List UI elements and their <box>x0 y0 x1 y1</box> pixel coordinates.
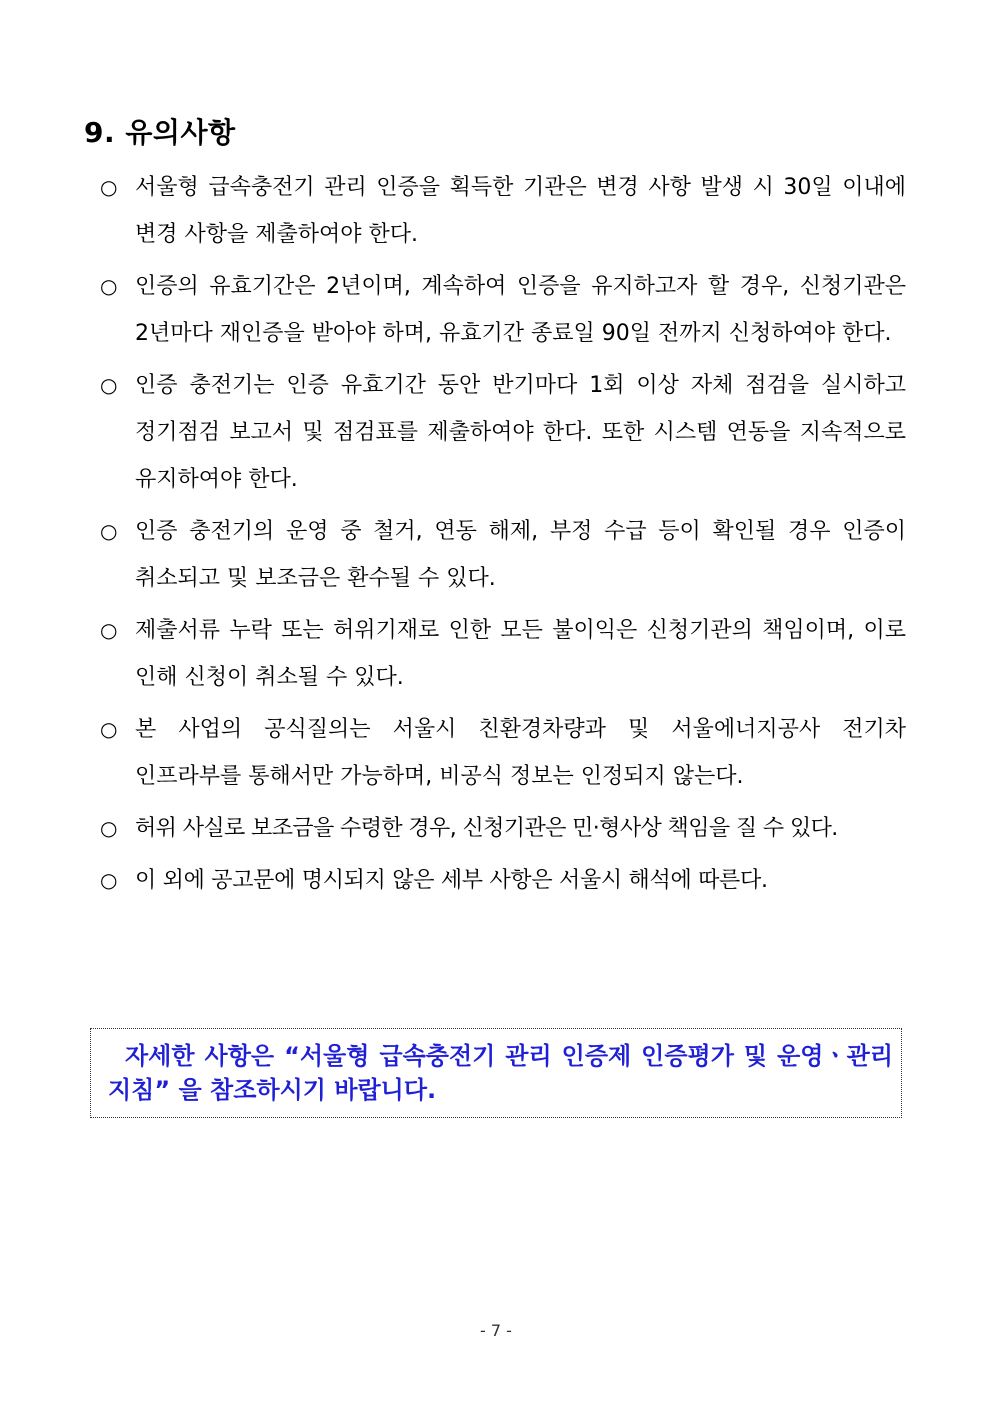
reference-box <box>90 1028 902 1118</box>
circle-bullet-icon: ○ <box>100 618 118 642</box>
notice-item <box>100 164 906 258</box>
notice-item <box>100 607 906 701</box>
notice-text: 서울형 급속충전기 관리 인증을 획득한 기관은 변경 사항 발생 시 30일 이내에 변경 사항을 제출하여야 한다. <box>135 175 906 247</box>
notice-text: 인증 충전기는 인증 유효기간 동안 반기마다 1회 이상 자체 점검을 실시하고 정기점검 보고서 및 점검표를 제출하여야 한다. 또한 시스템 연동을 지속적으로 유지하여야 한다. <box>135 373 906 492</box>
circle-bullet-icon: ○ <box>100 274 118 298</box>
notice-item <box>100 706 906 800</box>
notice-text: 이 외에 공고문에 명시되지 않은 세부 사항은 서울시 해석에 따른다. <box>135 868 768 893</box>
reference-text: 자세한 사항은 “서울형 급속충전기 관리 인증제 인증평가 및 운영ㆍ관리 지침” 을 참조하시기 바랍니다. <box>108 1042 893 1104</box>
notice-item <box>100 508 906 602</box>
page-number: - 7 - <box>480 1321 512 1340</box>
notice-text: 인증 충전기의 운영 중 철거, 연동 해제, 부정 수급 등이 확인될 경우 인증이 취소되고 및 보조금은 환수될 수 있다. <box>135 519 906 591</box>
notice-text: 허위 사실로 보조금을 수령한 경우, 신청기관은 민·형사상 책임을 질 수 있다. <box>135 816 838 841</box>
notice-text: 제출서류 누락 또는 허위기재로 인한 모든 불이익은 신청기관의 책임이며, 이로 인해 신청이 취소될 수 있다. <box>135 618 906 690</box>
notice-item <box>100 362 906 503</box>
notice-list <box>100 164 906 909</box>
section-title: 9. 유의사항 <box>84 116 236 149</box>
circle-bullet-icon: ○ <box>100 816 117 840</box>
circle-bullet-icon: ○ <box>100 519 118 543</box>
circle-bullet-icon: ○ <box>100 717 118 741</box>
circle-bullet-icon: ○ <box>100 175 118 199</box>
notice-item <box>100 857 906 904</box>
notice-text: 본 사업의 공식질의는 서울시 친환경차량과 및 서울에너지공사 전기차 인프라부를 통해서만 가능하며, 비공식 정보는 인정되지 않는다. <box>135 717 906 789</box>
notice-item <box>100 263 906 357</box>
notice-item <box>100 805 906 852</box>
circle-bullet-icon: ○ <box>100 868 118 892</box>
circle-bullet-icon: ○ <box>100 373 118 397</box>
notice-text: 인증의 유효기간은 2년이며, 계속하여 인증을 유지하고자 할 경우, 신청기관은 2년마다 재인증을 받아야 하며, 유효기간 종료일 90일 전까지 신청하여야 한다. <box>135 274 906 346</box>
